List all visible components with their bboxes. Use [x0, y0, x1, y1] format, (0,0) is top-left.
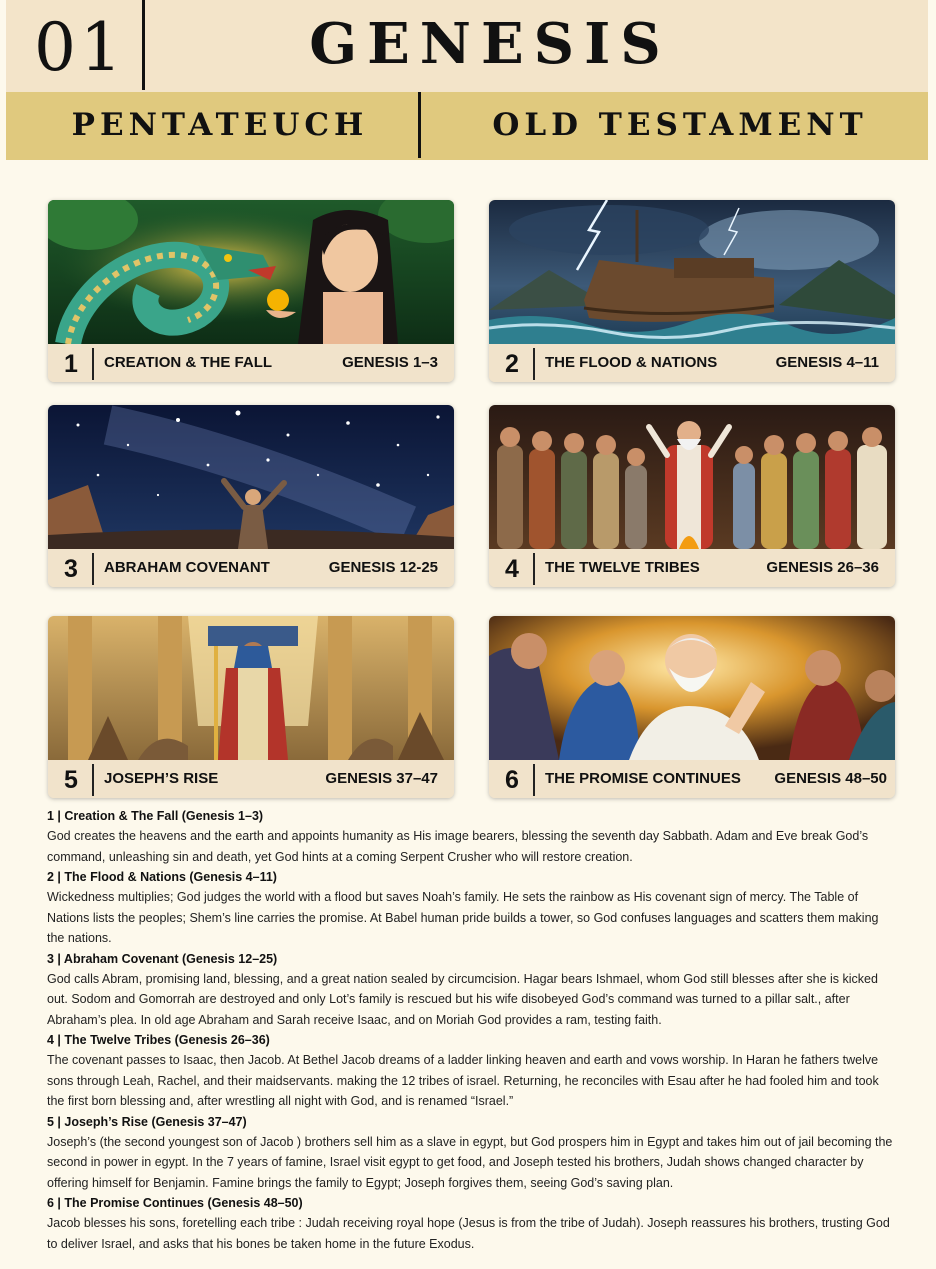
card-title: CREATION & THE FALL — [104, 354, 273, 371]
card-promise-continues[interactable] — [489, 616, 895, 798]
summary-item — [47, 1193, 897, 1254]
summary-body: Joseph’s (the second youngest son of Jacob ) brothers sell him as a slave in egypt, but God prospers him in Egypt and takes him out of jail becoming the second in power in egypt. In the 7 years of famine, Israel visit egypt to get food, and Joseph tested his brothers, Judah shows changed character by offering himself for Benjamin. Famine brings the family to Egypt; Joseph forgives them, seeing God’s saving plan. — [47, 1134, 893, 1190]
summary-item — [47, 806, 897, 867]
card-label-bar — [48, 760, 454, 798]
card-reference: GENESIS 4–11 — [775, 354, 879, 371]
card-label-divider — [92, 348, 94, 380]
card-number: 1 — [64, 350, 78, 378]
summary-body: God calls Abram, promising land, blessing, and a great nation sealed by circumcision. Hagar bears Ishmael, whom God still blesses after she is kicked out. Sodom and Gomorrah are destroyed and only Lot’s family is rescued but his wife disobeyed God’s command was turned to a pillar salt., after Abraham’s plea. In old age Abraham and Sarah receive Isaac, and on Moriah God provides a ram, testing faith. — [47, 971, 878, 1027]
summary-item — [47, 1030, 897, 1112]
testament-label: OLD TESTAMENT — [492, 107, 868, 143]
summary-heading: 2 | The Flood & Nations (Genesis 4–11) — [47, 870, 277, 884]
card-reference: GENESIS 37–47 — [325, 770, 438, 787]
twelve-tribes-illustration — [489, 405, 895, 549]
card-label-bar — [489, 549, 895, 587]
card-flood-nations[interactable] — [489, 200, 895, 382]
summary-body: The covenant passes to Isaac, then Jacob. At Bethel Jacob dreams of a ladder linking heaven and earth and vows worship. In Haran he fathers twelve sons through Leah, Rachel, and their maidservants. making the 12 tribes of israel. Returning, he reconciles with Esau after he had fooled him and took the first born blessing and, after wrestling all night with God, and is renamed “Israel.” — [47, 1053, 879, 1108]
summaries-section — [47, 806, 897, 1254]
summary-item — [47, 949, 897, 1031]
flood-ark-illustration — [489, 200, 895, 344]
card-label-bar — [489, 344, 895, 382]
summary-body: Wickedness multiplies; God judges the world with a flood but saves Noah’s family. He sets the rainbow as His covenant sign of mercy. The Table of Nations lists the peoples; Shem’s line carries the promise. At Babel human pride builds a tower, so God confuses languages and scatters them making the nations. — [47, 890, 879, 945]
card-number: 2 — [505, 350, 519, 378]
card-number: 5 — [64, 766, 78, 794]
summary-item — [47, 1112, 897, 1194]
section-label: PENTATEUCH — [71, 107, 369, 143]
card-title: THE PROMISE CONTINUES — [545, 770, 741, 787]
summary-heading: 1 | Creation & The Fall (Genesis 1–3) — [47, 809, 264, 823]
card-label-divider — [533, 553, 535, 585]
summary-heading: 5 | Joseph’s Rise (Genesis 37–47) — [47, 1114, 247, 1129]
subheader-divider — [418, 92, 421, 158]
card-number: 6 — [505, 766, 519, 794]
abraham-stars-illustration — [48, 405, 454, 549]
card-reference: GENESIS 26–36 — [766, 559, 879, 576]
card-title: THE TWELVE TRIBES — [545, 559, 700, 576]
summary-item — [47, 867, 897, 949]
card-title: JOSEPH’S RISE — [104, 770, 219, 787]
card-reference: GENESIS 12-25 — [328, 559, 438, 576]
card-label-bar — [48, 549, 454, 587]
card-label-divider — [92, 764, 94, 796]
creation-fall-illustration — [48, 200, 454, 344]
book-number: 01 — [34, 9, 126, 86]
card-twelve-tribes[interactable] — [489, 405, 895, 587]
card-reference: GENESIS 1–3 — [342, 354, 438, 371]
card-title: THE FLOOD & NATIONS — [545, 354, 718, 371]
card-josephs-rise[interactable] — [48, 616, 454, 798]
summary-heading: 3 | Abraham Covenant (Genesis 12–25) — [47, 951, 278, 966]
card-reference: GENESIS 48–50 — [774, 770, 887, 787]
card-creation-fall[interactable] — [48, 200, 454, 382]
card-label-divider — [92, 553, 94, 585]
book-title: GENESIS — [309, 11, 671, 77]
card-number: 4 — [505, 555, 519, 583]
summary-body: Jacob blesses his sons, foretelling each tribe : Judah receiving royal hope (Jesus is from the tribe of Judah). Joseph reassures his brothers, trusting God to deliver Israel, and asks that his bones be taken home in the future Exodus. — [47, 1216, 890, 1251]
card-label-divider — [533, 348, 535, 380]
summary-heading: 6 | The Promise Continues (Genesis 48–50) — [47, 1196, 303, 1210]
card-label-bar — [489, 760, 895, 798]
joseph-egypt-illustration — [48, 616, 454, 760]
jacob-blessing-illustration — [489, 616, 895, 760]
card-abraham-covenant[interactable] — [48, 405, 454, 587]
summary-heading: 4 | The Twelve Tribes (Genesis 26–36) — [47, 1033, 270, 1047]
summary-body: God creates the heavens and the earth and appoints humanity as His image bearers, blessing the seventh day Sabbath. Adam and Eve break God’s command, unleashing sin and death, yet God hints at a coming Serpent Crusher who will restore creation. — [47, 829, 869, 864]
card-label-divider — [533, 764, 535, 796]
card-title: ABRAHAM COVENANT — [104, 559, 270, 576]
card-label-bar — [48, 344, 454, 382]
card-number: 3 — [64, 555, 78, 583]
header-divider — [142, 0, 145, 90]
